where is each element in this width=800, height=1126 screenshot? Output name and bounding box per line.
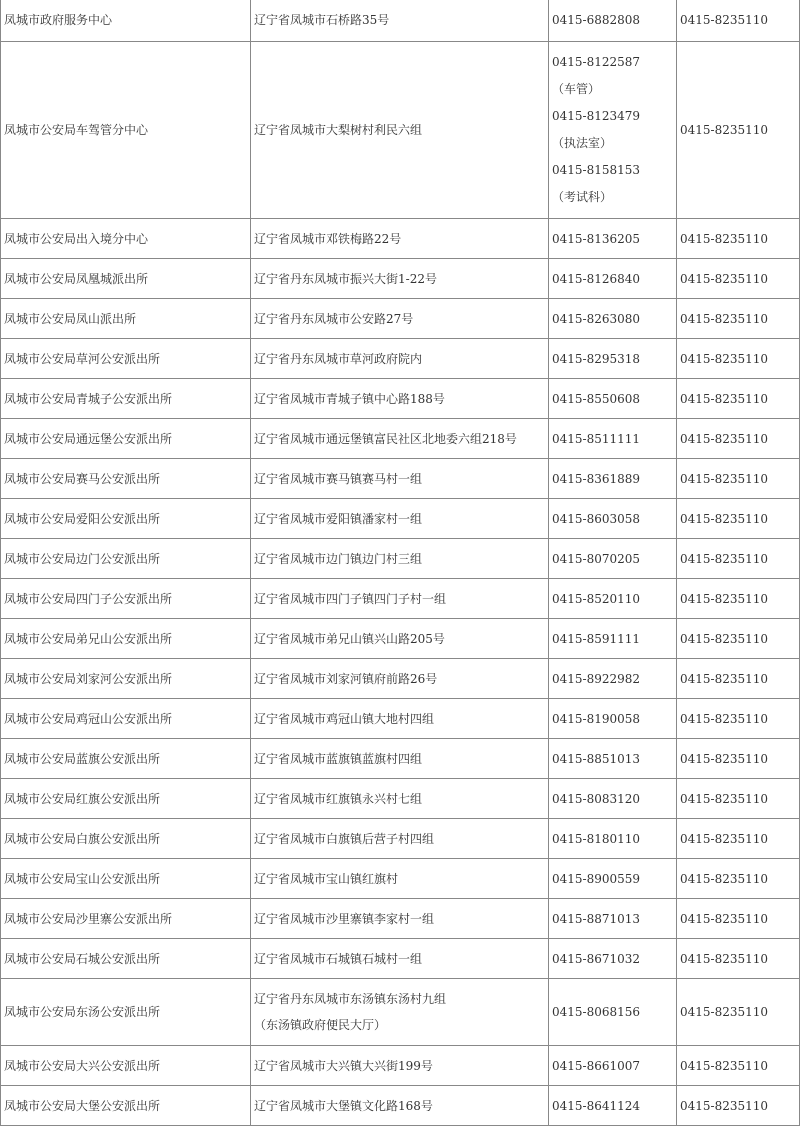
address-cell <box>251 42 549 219</box>
phone-line: 0415-8361889 <box>552 471 641 486</box>
table-row <box>1 1046 800 1086</box>
office-name-cell: 凤城市公安局赛马公安派出所 <box>1 459 251 499</box>
phone-cell <box>549 699 677 739</box>
phone-line: 0415-8641124 <box>552 1098 641 1113</box>
phone-cell <box>549 1086 677 1126</box>
address-note: （东汤镇政府便民大厅） <box>254 1018 387 1032</box>
office-name-cell: 凤城市公安局红旗公安派出所 <box>1 779 251 819</box>
address-cell <box>251 939 549 979</box>
complaint-phone-cell: 0415-8235110 <box>677 419 800 459</box>
address-line: 辽宁省凤城市通远堡镇富民社区北地委六组218号 <box>254 431 517 446</box>
address-line: 辽宁省凤城市红旗镇永兴村七组 <box>254 791 423 806</box>
address-line: 辽宁省凤城市青城子镇中心路188号 <box>254 391 445 406</box>
address-cell <box>251 779 549 819</box>
office-name-cell: 凤城市公安局鸡冠山公安派出所 <box>1 699 251 739</box>
complaint-phone-cell: 0415-8235110 <box>677 579 800 619</box>
complaint-phone-cell: 0415-8235110 <box>677 259 800 299</box>
phone-cell <box>549 459 677 499</box>
address-line: 辽宁省凤城市石城镇石城村一组 <box>254 951 423 966</box>
address-cell <box>251 819 549 859</box>
complaint-phone-cell: 0415-8235110 <box>677 299 800 339</box>
phone-cell <box>549 0 677 42</box>
complaint-phone-cell: 0415-8235110 <box>677 379 800 419</box>
address-line: 辽宁省丹东凤城市振兴大街1-22号 <box>254 271 437 286</box>
office-name-cell: 凤城市公安局刘家河公安派出所 <box>1 659 251 699</box>
phone-line: 0415-8871013 <box>552 911 641 926</box>
phone-line: 0415-8671032 <box>552 951 641 966</box>
office-name-cell: 凤城市公安局车驾管分中心 <box>1 42 251 219</box>
table-row <box>1 859 800 899</box>
table-row <box>1 379 800 419</box>
phone-line: 0415-8126840 <box>552 271 641 286</box>
address-cell <box>251 739 549 779</box>
address-line: 辽宁省凤城市大兴镇大兴街199号 <box>254 1058 433 1073</box>
complaint-phone-cell: 0415-8235110 <box>677 619 800 659</box>
table-row <box>1 899 800 939</box>
table-row <box>1 699 800 739</box>
address-cell <box>251 979 549 1046</box>
complaint-phone-cell: 0415-8235110 <box>677 42 800 219</box>
address-line: 辽宁省凤城市白旗镇后营子村四组 <box>254 831 435 846</box>
address-line: 辽宁省凤城市沙里寨镇李家村一组 <box>254 911 435 926</box>
address-line: 辽宁省丹东凤城市草河政府院内 <box>254 351 423 366</box>
address-cell <box>251 219 549 259</box>
complaint-phone-cell: 0415-8235110 <box>677 499 800 539</box>
address-cell <box>251 299 549 339</box>
table-row <box>1 259 800 299</box>
phone-cell <box>549 659 677 699</box>
table-row <box>1 459 800 499</box>
phone-line: 0415-8851013 <box>552 751 641 766</box>
office-name-cell: 凤城市公安局出入境分中心 <box>1 219 251 259</box>
phone-cell <box>549 299 677 339</box>
office-name-cell: 凤城市公安局青城子公安派出所 <box>1 379 251 419</box>
phone-cell <box>549 779 677 819</box>
table-row <box>1 499 800 539</box>
phone-cell <box>549 499 677 539</box>
phone-line: 0415-8661007 <box>552 1058 641 1073</box>
table-row <box>1 659 800 699</box>
complaint-phone-cell: 0415-8235110 <box>677 459 800 499</box>
phone-line: 0415-8123479 <box>552 109 641 123</box>
address-cell <box>251 619 549 659</box>
address-cell <box>251 339 549 379</box>
address-line: 辽宁省凤城市弟兄山镇兴山路205号 <box>254 631 445 646</box>
address-cell <box>251 539 549 579</box>
address-cell <box>251 899 549 939</box>
address-cell <box>251 859 549 899</box>
table-row <box>1 0 800 42</box>
phone-cell <box>549 419 677 459</box>
office-name-cell: 凤城市公安局爱阳公安派出所 <box>1 499 251 539</box>
address-cell <box>251 379 549 419</box>
address-cell <box>251 699 549 739</box>
office-name-cell: 凤城市政府服务中心 <box>1 0 251 42</box>
address-line: 辽宁省凤城市蓝旗镇蓝旗村四组 <box>254 751 423 766</box>
phone-line: 0415-8550608 <box>552 391 641 406</box>
office-name-cell: 凤城市公安局四门子公安派出所 <box>1 579 251 619</box>
office-name-cell: 凤城市公安局草河公安派出所 <box>1 339 251 379</box>
phone-line: 0415-8511111 <box>552 431 641 446</box>
table-row <box>1 779 800 819</box>
office-name-cell: 凤城市公安局大兴公安派出所 <box>1 1046 251 1086</box>
phone-cell <box>549 259 677 299</box>
phone-cell <box>549 819 677 859</box>
phone-cell <box>549 739 677 779</box>
phone-line: 0415-8136205 <box>552 231 641 246</box>
table-row <box>1 979 800 1046</box>
address-line: 辽宁省凤城市大堡镇文化路168号 <box>254 1098 433 1113</box>
complaint-phone-cell: 0415-8235110 <box>677 739 800 779</box>
address-line: 辽宁省凤城市大梨树村利民六组 <box>254 123 423 137</box>
office-name-cell: 凤城市公安局东汤公安派出所 <box>1 979 251 1046</box>
phone-cell <box>549 379 677 419</box>
phone-note: （考试科） <box>552 190 613 204</box>
phone-cell <box>549 619 677 659</box>
phone-line: 0415-8900559 <box>552 871 641 886</box>
address-line: 辽宁省凤城市爱阳镇潘家村一组 <box>254 511 423 526</box>
phone-line: 0415-8190058 <box>552 711 641 726</box>
address-cell <box>251 659 549 699</box>
office-name-cell: 凤城市公安局石城公安派出所 <box>1 939 251 979</box>
address-cell <box>251 419 549 459</box>
phone-note: （执法室） <box>552 136 613 150</box>
table-row <box>1 1086 800 1126</box>
complaint-phone-cell: 0415-8235110 <box>677 0 800 42</box>
complaint-phone-cell: 0415-8235110 <box>677 819 800 859</box>
complaint-phone-cell: 0415-8235110 <box>677 1086 800 1126</box>
phone-line: 0415-8922982 <box>552 671 641 686</box>
table-row <box>1 819 800 859</box>
address-cell <box>251 579 549 619</box>
address-line: 辽宁省凤城市邓铁梅路22号 <box>254 231 402 246</box>
address-cell <box>251 0 549 42</box>
table-row <box>1 42 800 219</box>
phone-cell <box>549 219 677 259</box>
office-name-cell: 凤城市公安局宝山公安派出所 <box>1 859 251 899</box>
phone-line: 0415-8591111 <box>552 631 641 646</box>
address-cell <box>251 259 549 299</box>
table-row <box>1 739 800 779</box>
complaint-phone-cell: 0415-8235110 <box>677 979 800 1046</box>
address-line: 辽宁省凤城市鸡冠山镇大地村四组 <box>254 711 435 726</box>
office-name-cell: 凤城市公安局通远堡公安派出所 <box>1 419 251 459</box>
complaint-phone-cell: 0415-8235110 <box>677 1046 800 1086</box>
phone-cell <box>549 979 677 1046</box>
phone-line: 0415-8122587 <box>552 55 641 69</box>
office-name-cell: 凤城市公安局白旗公安派出所 <box>1 819 251 859</box>
office-name-cell: 凤城市公安局蓝旗公安派出所 <box>1 739 251 779</box>
address-line: 辽宁省丹东凤城市公安路27号 <box>254 311 414 326</box>
table-row <box>1 419 800 459</box>
table-row <box>1 619 800 659</box>
address-cell <box>251 499 549 539</box>
address-cell <box>251 1086 549 1126</box>
complaint-phone-cell: 0415-8235110 <box>677 539 800 579</box>
phone-cell <box>549 1046 677 1086</box>
office-name-cell: 凤城市公安局弟兄山公安派出所 <box>1 619 251 659</box>
phone-line: 0415-8070205 <box>552 551 641 566</box>
complaint-phone-cell: 0415-8235110 <box>677 779 800 819</box>
table-row <box>1 339 800 379</box>
address-cell <box>251 1046 549 1086</box>
office-name-cell: 凤城市公安局大堡公安派出所 <box>1 1086 251 1126</box>
phone-cell <box>549 859 677 899</box>
address-line: 辽宁省凤城市宝山镇红旗村 <box>254 871 399 886</box>
table-row <box>1 539 800 579</box>
office-name-cell: 凤城市公安局沙里寨公安派出所 <box>1 899 251 939</box>
phone-line: 0415-8068156 <box>552 1005 641 1019</box>
table-row <box>1 939 800 979</box>
phone-line: 0415-8083120 <box>552 791 641 806</box>
phone-cell <box>549 339 677 379</box>
complaint-phone-cell: 0415-8235110 <box>677 219 800 259</box>
office-name-cell: 凤城市公安局凤凰城派出所 <box>1 259 251 299</box>
phone-line: 0415-8263080 <box>552 311 641 326</box>
address-cell <box>251 459 549 499</box>
table-row <box>1 299 800 339</box>
address-line: 辽宁省凤城市四门子镇四门子村一组 <box>254 591 447 606</box>
phone-line: 0415-8603058 <box>552 511 641 526</box>
complaint-phone-cell: 0415-8235110 <box>677 659 800 699</box>
phone-line: 0415-8295318 <box>552 351 641 366</box>
phone-cell <box>549 42 677 219</box>
address-line: 辽宁省凤城市刘家河镇府前路26号 <box>254 671 438 686</box>
phone-line: 0415-8158153 <box>552 163 641 177</box>
phone-line: 0415-8520110 <box>552 591 641 606</box>
phone-line: 0415-6882808 <box>552 12 641 27</box>
address-line: 辽宁省丹东凤城市东汤镇东汤村九组 <box>254 992 447 1006</box>
phone-cell <box>549 539 677 579</box>
complaint-phone-cell: 0415-8235110 <box>677 699 800 739</box>
table-row <box>1 219 800 259</box>
complaint-phone-cell: 0415-8235110 <box>677 339 800 379</box>
table-row <box>1 579 800 619</box>
office-name-cell: 凤城市公安局边门公安派出所 <box>1 539 251 579</box>
complaint-phone-cell: 0415-8235110 <box>677 859 800 899</box>
address-line: 辽宁省凤城市赛马镇赛马村一组 <box>254 471 423 486</box>
phone-cell <box>549 899 677 939</box>
address-line: 辽宁省凤城市石桥路35号 <box>254 12 390 27</box>
phone-cell <box>549 579 677 619</box>
table-body <box>1 0 800 1126</box>
office-name-cell: 凤城市公安局凤山派出所 <box>1 299 251 339</box>
complaint-phone-cell: 0415-8235110 <box>677 939 800 979</box>
phone-line: 0415-8180110 <box>552 831 641 846</box>
address-line: 辽宁省凤城市边门镇边门村三组 <box>254 551 423 566</box>
phone-cell <box>549 939 677 979</box>
phone-note: （车管） <box>552 82 601 96</box>
complaint-phone-cell: 0415-8235110 <box>677 899 800 939</box>
